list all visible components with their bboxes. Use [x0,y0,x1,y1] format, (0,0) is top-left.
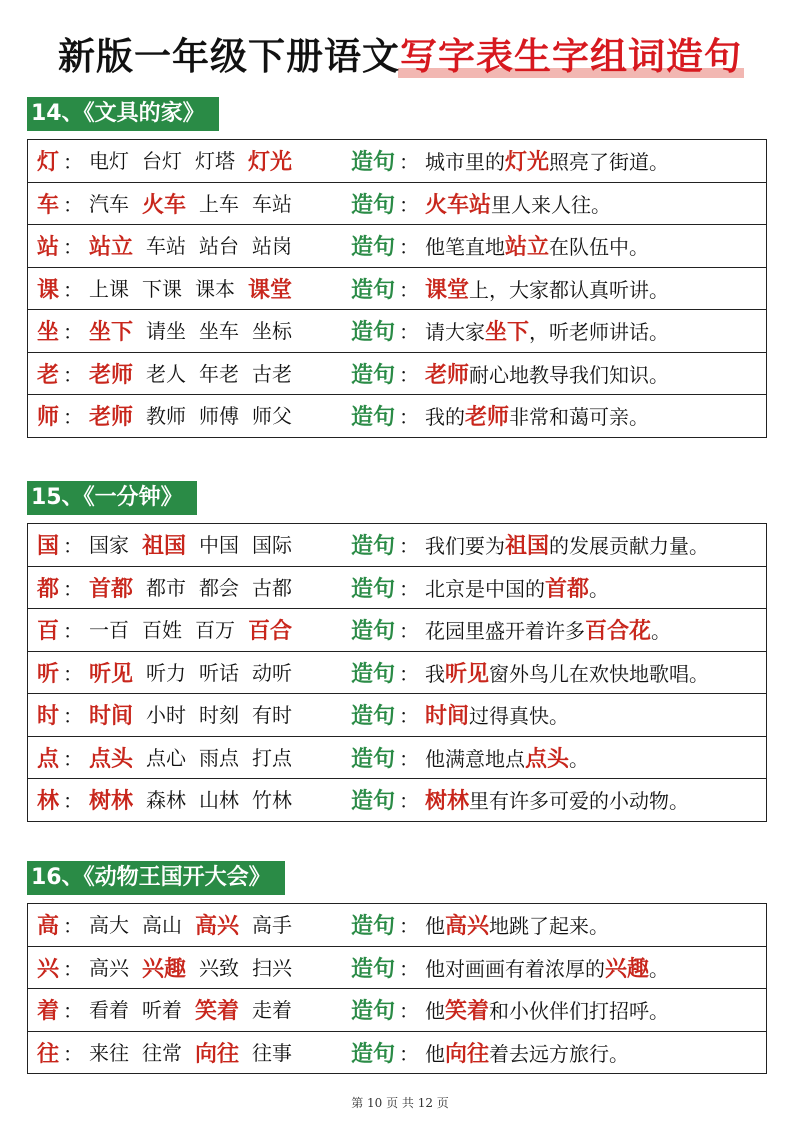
character: 着 [37,998,60,1025]
example-sentence [425,1037,629,1068]
colon: ： [63,914,84,939]
sentence-label: 造句 [351,788,396,815]
sentence-text: 我的 [425,405,466,430]
colon: ： [63,277,84,302]
sentence-label: 造句 [351,703,396,730]
lesson-section [27,97,767,438]
sentence-text: 北京是中国的 [425,576,546,601]
sentence-label: 造句 [351,319,396,346]
sentence-text: 请大家 [425,320,486,345]
example-sentence [425,358,669,389]
word: 竹林 [252,788,293,813]
example-sentence [425,188,611,219]
table-row [28,736,766,779]
word-group [89,230,351,261]
word: 国家 [89,533,130,558]
sentence-highlight: 课堂 [425,276,470,303]
word: 课堂 [248,276,293,303]
colon: ： [63,956,84,981]
word-group [89,784,351,815]
character: 兴 [37,955,60,982]
sentence-text: 过得真快。 [469,704,570,729]
word-group [89,742,351,773]
word-table [27,139,767,438]
sentence-label: 造句 [351,234,396,261]
table-row [28,309,766,352]
sentence-highlight: 灯光 [505,149,550,176]
table-row [28,1031,766,1074]
word: 首都 [89,575,134,602]
word-group [89,657,351,688]
word: 祖国 [142,533,187,560]
sentence-text: 我们要为 [425,534,506,559]
word: 站立 [89,234,134,261]
sentence-text: 他笔直地 [425,235,506,260]
word: 上课 [89,276,130,301]
character: 点 [37,745,60,772]
word: 扫兴 [252,955,293,980]
table-row [28,946,766,989]
word: 听着 [142,998,183,1023]
sentence-text: 。 [651,619,672,644]
word: 都会 [199,575,240,600]
table-row [28,524,766,566]
colon: ： [399,956,420,981]
word-group [89,529,351,560]
word: 时间 [89,703,134,730]
example-sentence [425,784,689,815]
word: 听力 [146,660,187,685]
page-footer: 第 10 页 共 12 页 [351,1096,449,1110]
word: 电灯 [89,149,130,174]
sentence-text: 耐心地教导我们知识。 [469,362,670,387]
colon: ： [399,746,420,771]
colon: ： [399,192,420,217]
character: 站 [37,234,60,261]
sentence-label: 造句 [351,404,396,431]
colon: ： [399,789,420,814]
colon: ： [63,405,84,430]
table-row [28,352,766,395]
word: 灯光 [248,149,293,176]
section-heading: 15、《一分钟》 [27,481,197,515]
word-group [89,952,351,983]
sentence-highlight: 老师 [465,404,510,431]
sentence-highlight: 时间 [425,703,470,730]
sentence-text: 上，大家都认真听讲。 [469,277,670,302]
word-group [89,315,351,346]
word-group [89,994,351,1025]
word: 树林 [89,788,134,815]
word: 课本 [195,276,236,301]
sentence-highlight: 高兴 [445,913,490,940]
example-sentence [425,657,709,688]
word: 请坐 [146,319,187,344]
word: 站台 [199,234,240,259]
sentence-highlight: 站立 [505,234,550,261]
sentence-label: 造句 [351,276,396,303]
word: 动听 [252,660,293,685]
sentence-label: 造句 [351,361,396,388]
word: 灯塔 [195,149,236,174]
sentence-text: 。 [649,956,670,981]
word: 都市 [146,575,187,600]
character: 国 [37,533,60,560]
sentence-text: 他 [425,914,446,939]
word: 中国 [199,533,240,558]
colon: ： [63,789,84,814]
sentence-text: ，听老师讲话。 [529,320,670,345]
sentence-text: 和小伙伴们打招呼。 [489,999,670,1024]
word: 兴趣 [142,955,187,982]
word: 来往 [89,1040,130,1065]
character: 都 [37,575,60,602]
word: 百姓 [142,618,183,643]
sentence-label: 造句 [351,998,396,1025]
sentence-highlight: 百合花 [585,618,652,645]
sentence-text: 照亮了街道。 [549,150,670,175]
table-row [28,224,766,267]
colon: ： [399,362,420,387]
word: 站岗 [252,234,293,259]
sentence-highlight: 坐下 [485,319,530,346]
word-group [89,1037,351,1068]
example-sentence [425,315,669,346]
word: 老师 [89,404,134,431]
lesson-section [27,861,767,1074]
table-row [28,608,766,651]
example-sentence [425,273,669,304]
word: 往事 [252,1040,293,1065]
table-row [28,693,766,736]
character: 听 [37,660,60,687]
colon: ： [399,619,420,644]
word: 百万 [195,618,236,643]
sentence-highlight: 笑着 [445,998,490,1025]
word: 台灯 [142,149,183,174]
word: 森林 [146,788,187,813]
sentence-text: 里有许多可爱的小动物。 [469,789,690,814]
table-row [28,651,766,694]
word: 火车 [142,191,187,218]
word: 汽车 [89,191,130,216]
colon: ： [399,999,420,1024]
table-row [28,140,766,182]
lesson-section [27,481,767,822]
word: 高兴 [89,955,130,980]
sentence-text: 在队伍中。 [549,235,650,260]
word: 古老 [252,361,293,386]
colon: ： [399,914,420,939]
character: 林 [37,788,60,815]
word: 笑着 [195,998,240,1025]
word: 高大 [89,913,130,938]
character: 坐 [37,319,60,346]
word-group [89,572,351,603]
colon: ： [399,704,420,729]
example-sentence [425,699,569,730]
colon: ： [399,534,420,559]
character: 高 [37,913,60,940]
word-table [27,903,767,1074]
example-sentence [425,994,669,1025]
table-row [28,904,766,946]
colon: ： [399,405,420,430]
colon: ： [63,1041,84,1066]
word: 点头 [89,745,134,772]
word: 看着 [89,998,130,1023]
word: 坐下 [89,319,134,346]
word-group [89,614,351,645]
word: 往常 [142,1040,183,1065]
sentence-text: 的发展贡献力量。 [549,534,710,559]
word-group [89,699,351,730]
sentence-text: 着去远方旅行。 [489,1041,630,1066]
sentence-highlight: 兴趣 [605,955,650,982]
character: 往 [37,1040,60,1067]
colon: ： [63,619,84,644]
word: 上车 [199,191,240,216]
word-group [89,188,351,219]
sentence-label: 造句 [351,1040,396,1067]
sentence-highlight: 祖国 [505,533,550,560]
word: 走着 [252,998,293,1023]
sentence-label: 造句 [351,955,396,982]
table-row [28,394,766,437]
sentence-highlight: 向往 [445,1040,490,1067]
sentence-highlight: 点头 [525,745,570,772]
colon: ： [63,661,84,686]
word: 点心 [146,745,187,770]
colon: ： [399,576,420,601]
example-sentence [425,614,671,645]
section-heading: 16、《动物王国开大会》 [27,861,285,895]
example-sentence [425,145,669,176]
sentence-text: 。 [569,746,590,771]
word: 有时 [252,703,293,728]
colon: ： [63,704,84,729]
sentence-text: 他满意地点 [425,746,526,771]
character: 课 [37,276,60,303]
word: 坐标 [252,319,293,344]
sentence-text: 他 [425,999,446,1024]
word: 高兴 [195,913,240,940]
word: 车站 [252,191,293,216]
example-sentence [425,230,649,261]
example-sentence [425,572,609,603]
word: 老师 [89,361,134,388]
word: 一百 [89,618,130,643]
word: 年老 [199,361,240,386]
character: 百 [37,618,60,645]
word-group [89,145,351,176]
word: 车站 [146,234,187,259]
page-title [0,26,800,80]
colon: ： [399,150,420,175]
character: 老 [37,361,60,388]
sentence-text: 花园里盛开着许多 [425,619,586,644]
word-group [89,400,351,431]
sentence-label: 造句 [351,575,396,602]
sentence-label: 造句 [351,149,396,176]
colon: ： [63,999,84,1024]
colon: ： [399,661,420,686]
word: 古都 [252,575,293,600]
colon: ： [63,746,84,771]
example-sentence [425,529,709,560]
table-row [28,267,766,310]
sentence-highlight: 听见 [445,660,490,687]
sentence-label: 造句 [351,533,396,560]
sentence-text: 他对画画有着浓厚的 [425,956,606,981]
word-group [89,909,351,940]
word: 听话 [199,660,240,685]
word: 高山 [142,913,183,938]
colon: ： [399,277,420,302]
sentence-label: 造句 [351,660,396,687]
word: 兴致 [199,955,240,980]
word-group [89,273,351,304]
table-row [28,988,766,1031]
example-sentence [425,742,589,773]
sentence-text: 城市里的 [425,150,506,175]
word: 师父 [252,404,293,429]
example-sentence [425,909,609,940]
sentence-label: 造句 [351,618,396,645]
sentence-label: 造句 [351,191,396,218]
sentence-text: 我 [425,661,446,686]
colon: ： [63,192,84,217]
word: 听见 [89,660,134,687]
word: 师傅 [199,404,240,429]
word-group [89,358,351,389]
colon: ： [63,320,84,345]
colon: ： [399,320,420,345]
colon: ： [63,150,84,175]
character: 师 [37,404,60,431]
word: 高手 [252,913,293,938]
word: 教师 [146,404,187,429]
sentence-text: 。 [589,576,610,601]
sentence-highlight: 老师 [425,361,470,388]
word: 时刻 [199,703,240,728]
sentence-text: 窗外鸟儿在欢快地歌唱。 [489,661,710,686]
title-part-1: 新版一年级下册语文 [58,35,400,78]
sentence-text: 地跳了起来。 [489,914,610,939]
sentence-text: 非常和蔼可亲。 [509,405,650,430]
colon: ： [63,576,84,601]
word: 老人 [146,361,187,386]
sentence-highlight: 树林 [425,788,470,815]
colon: ： [63,362,84,387]
word: 小时 [146,703,187,728]
word: 百合 [248,618,293,645]
table-row [28,566,766,609]
colon: ： [399,1041,420,1066]
table-row [28,182,766,225]
title-part-2: 写字表生字组词造句 [400,26,742,80]
word: 打点 [252,745,293,770]
word-table [27,523,767,822]
character: 时 [37,703,60,730]
word: 向往 [195,1040,240,1067]
example-sentence [425,952,669,983]
sentence-label: 造句 [351,745,396,772]
colon: ： [63,534,84,559]
word: 山林 [199,788,240,813]
word: 坐车 [199,319,240,344]
sentence-highlight: 首都 [545,575,590,602]
word: 国际 [252,533,293,558]
word: 雨点 [199,745,240,770]
character: 灯 [37,149,60,176]
colon: ： [63,235,84,260]
table-row [28,778,766,821]
section-heading: 14、《文具的家》 [27,97,219,131]
word: 下课 [142,276,183,301]
sentence-label: 造句 [351,913,396,940]
sentence-highlight: 火车站 [425,191,492,218]
sentence-text: 他 [425,1041,446,1066]
colon: ： [399,235,420,260]
character: 车 [37,191,60,218]
example-sentence [425,400,649,431]
sentence-text: 里人来人往。 [491,192,612,217]
